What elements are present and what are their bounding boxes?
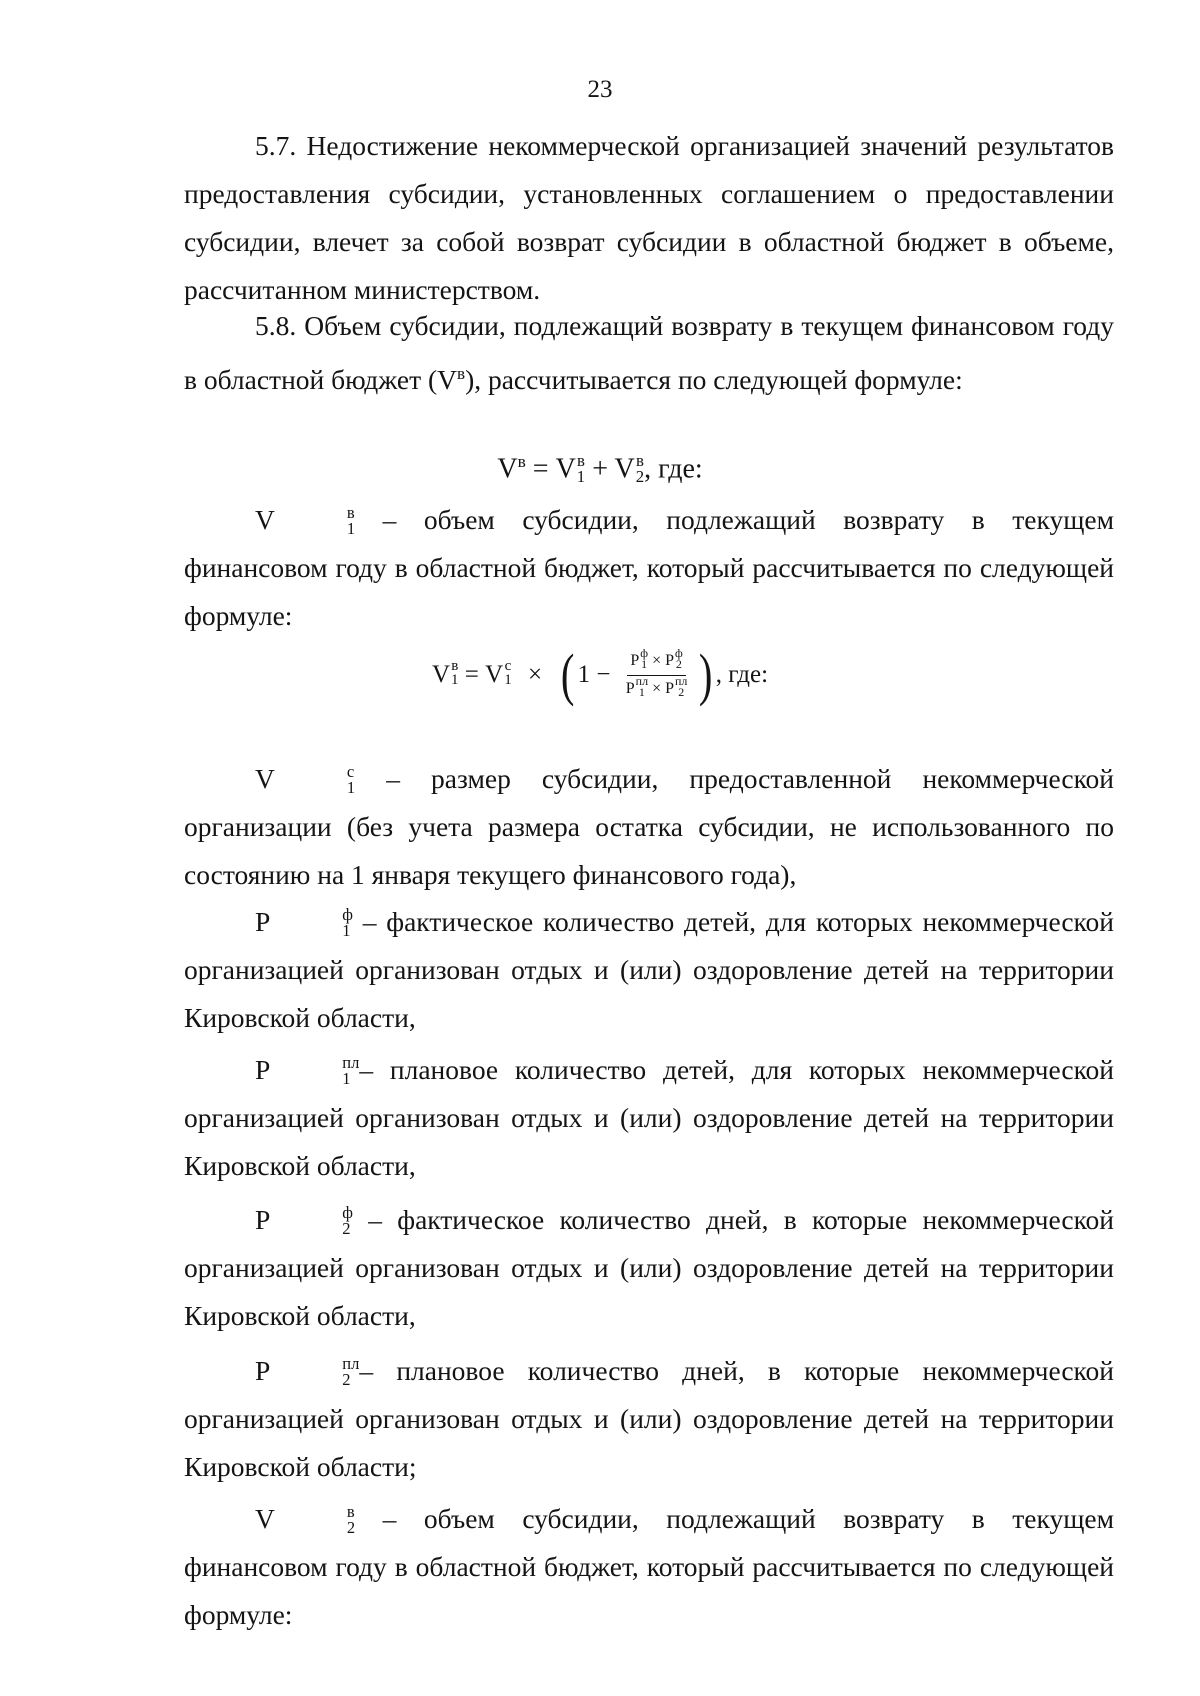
- def-p1pl-sup: пл: [342, 1053, 360, 1073]
- formula2-vc-index: [504, 659, 512, 688]
- den-a-index: [635, 673, 649, 699]
- definition-p1-plan: [184, 1046, 1114, 1190]
- formula2-lhs-index: [451, 659, 459, 688]
- definition-p1-fact: [184, 898, 1114, 1042]
- paragraph-5-7: 5.7. Недостижение некоммерческой организацией значений результатов предоставления субсидии, установленных соглашением о предоставлении субсидии, влечет за собой возврат субсидии в областной бюджет в объеме, рассчитанном министерством.: [184, 130, 1114, 305]
- den-b-index: [675, 673, 688, 699]
- num-times: ×: [648, 651, 666, 669]
- def-p2pl-text: – плановое количество дней, в которые некоммерческой организацией организован отдых и (или) оздоровление детей на территории Кировской области;: [184, 1355, 1114, 1482]
- formula1-plus: +: [585, 453, 615, 485]
- def-vc-text: – размер субсидии, предоставленной некоммерческой организации (без учета размера остатка субсидии, не использованного по состоянию на 1 января текущего финансового года),: [184, 763, 1114, 890]
- formula2-lhs-sup: в: [451, 657, 459, 674]
- definition-v2: [184, 1495, 1114, 1639]
- def-p1pl-symbol: P: [255, 1054, 271, 1085]
- formula1-term1-sub: 1: [576, 466, 586, 486]
- num-b-sup: ф: [675, 645, 683, 660]
- formula1-term1-sup: в: [577, 450, 585, 470]
- def-v2-sub: 2: [346, 1517, 356, 1537]
- den-b-sub: 2: [678, 684, 685, 699]
- formula-v1: [0, 642, 1200, 707]
- formula2-vc: V: [485, 661, 504, 688]
- den-b: P: [665, 679, 674, 697]
- v-superscript: в: [457, 364, 466, 383]
- num-b: P: [665, 651, 674, 669]
- def-v2-sup: в: [346, 1502, 355, 1522]
- def-v1-text: – объем субсидии, подлежащий возврату в текущем финансовом году в областной бюджет, который рассчитывается по следующей формуле:: [184, 504, 1114, 631]
- formula2-lhs-sub: 1: [451, 672, 459, 688]
- formula1-term2-index: [635, 450, 645, 486]
- formula2-fraction: [623, 645, 691, 701]
- definition-vc: [184, 755, 1114, 899]
- def-p1f-index: [271, 907, 353, 938]
- def-vc-symbol: V: [255, 763, 275, 794]
- def-v2-text: – объем субсидии, подлежащий возврату в текущем финансовом году в областной бюджет, который рассчитывается по следующей формуле:: [184, 1503, 1114, 1630]
- def-p1f-sup: ф: [342, 905, 353, 925]
- formula2-one: 1 −: [577, 661, 617, 688]
- num-b-sub: 2: [675, 657, 682, 672]
- definition-p2-fact: [184, 1196, 1114, 1340]
- def-v1-symbol: V: [255, 504, 275, 535]
- formula1-term1-index: [576, 450, 586, 486]
- def-vc-sub: 1: [346, 777, 356, 797]
- paragraph-5-8: [184, 302, 1114, 404]
- num-a-index: [640, 645, 649, 672]
- formula2-lparen: (: [561, 642, 575, 707]
- def-vc-index: [276, 764, 355, 795]
- formula1-lhs: V: [497, 453, 518, 485]
- den-a-sup: пл: [635, 673, 649, 688]
- formula2-denominator: [623, 673, 691, 701]
- den-a: P: [625, 679, 635, 697]
- def-p1pl-index: [271, 1055, 359, 1086]
- def-p1pl-text: – плановое количество детей, для которых некоммерческой организацией организован отдых и (или) оздоровление детей на территории Кировской области,: [184, 1054, 1114, 1181]
- formula2-rparen: ): [699, 642, 713, 707]
- page-number: 23: [587, 76, 613, 103]
- formula1-term1: V: [555, 453, 576, 485]
- definition-v1: [184, 496, 1114, 640]
- formula2-numerator: [627, 645, 685, 676]
- num-a-sup: ф: [640, 645, 649, 660]
- def-p2pl-symbol: P: [255, 1355, 271, 1386]
- def-p1f-sub: 1: [342, 920, 351, 940]
- def-v2-symbol: V: [255, 1503, 275, 1534]
- def-p2pl-index: [271, 1356, 359, 1387]
- def-v2-index: [276, 1504, 355, 1535]
- formula2-lhs: V: [431, 661, 451, 688]
- def-v1-sub: 1: [346, 518, 356, 538]
- num-a: P: [630, 651, 640, 669]
- def-p1pl-sub: 1: [342, 1068, 351, 1088]
- def-p1f-text: – фактическое количество детей, для которых некоммерческой организацией организован отдых и (или) оздоровление детей на территории Кировской области,: [184, 906, 1114, 1033]
- paragraph-5-8-tail: ), рассчитывается по следующей формуле:: [465, 364, 963, 396]
- def-p2f-sub: 2: [342, 1218, 351, 1238]
- def-p2f-text: – фактическое количество дней, в которые некоммерческой организацией организован отдых и (или) оздоровление детей на территории Кировской области,: [184, 1204, 1114, 1331]
- def-v1-index: [276, 505, 355, 536]
- formula2-vc-sup: с: [504, 657, 512, 674]
- formula1-term2: V: [614, 453, 635, 485]
- num-b-index: [675, 645, 683, 672]
- formula2-tail: , где:: [715, 661, 769, 688]
- den-times: ×: [648, 679, 666, 697]
- def-p1f-symbol: P: [255, 906, 271, 937]
- formula1-lhs-sup: в: [517, 452, 526, 471]
- def-p2f-index: [271, 1205, 353, 1236]
- formula1-term2-sup: в: [635, 450, 644, 470]
- def-p2f-sup: ф: [342, 1203, 353, 1223]
- formula2-eq: =: [458, 661, 486, 688]
- def-p2pl-sub: 2: [342, 1369, 351, 1389]
- den-a-sub: 1: [638, 684, 645, 699]
- den-b-sup: пл: [675, 673, 688, 688]
- formula2-vc-sub: 1: [504, 672, 512, 688]
- formula1-tail: , где:: [644, 453, 703, 485]
- formula2-times: ×: [521, 661, 549, 688]
- formula1-eq: =: [525, 453, 556, 485]
- def-vc-sup: с: [346, 762, 355, 782]
- def-p2f-symbol: P: [255, 1204, 271, 1235]
- num-a-sub: 1: [641, 657, 648, 672]
- definition-p2-plan: [184, 1347, 1114, 1491]
- def-p2pl-sup: пл: [342, 1354, 360, 1374]
- def-v1-sup: в: [346, 503, 355, 523]
- formula1-term2-sub: 2: [635, 466, 645, 486]
- paragraph-5-8-text: 5.8. Объем субсидии, подлежащий возврату в текущем финансовом году в областной бюджет (V: [184, 310, 1114, 396]
- formula-total-return: [0, 452, 1200, 487]
